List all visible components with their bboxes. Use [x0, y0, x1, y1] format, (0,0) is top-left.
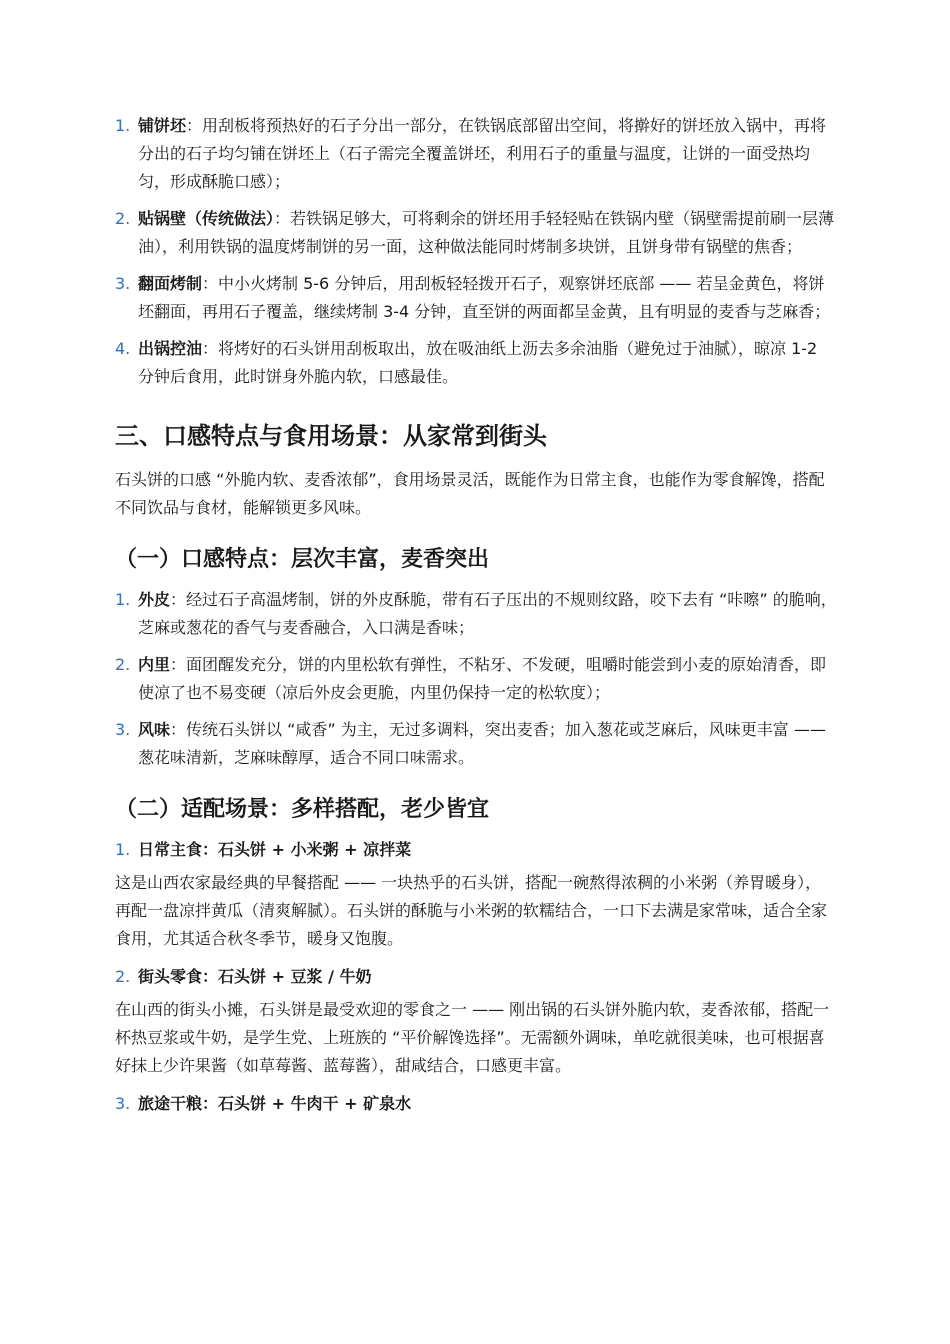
list-number: 1.: [115, 116, 131, 135]
item-text: ：用刮板将预热好的石子分出一部分，在铁锅底部留出空间，将擀好的饼坯放入锅中，再将分出的石子均匀铺在饼坯上（石子需完全覆盖饼坯，利用石子的重量与温度，让饼的一面受热均匀，形成酥脆口感）；: [138, 116, 827, 191]
item-text: ：中小火烤制 5-6 分钟后，用刮板轻轻拨开石子，观察饼坯底部 —— 若呈金黄色，将饼坯翻面，再用石子覆盖，继续烤制 3-4 分钟，直至饼的两面都呈金黄，且有明显的麦香与芝麻香；: [138, 274, 831, 321]
scene-heading: [115, 836, 837, 864]
item-text: ：传统石头饼以 “咸香” 为主，无过多调料，突出麦香；加入葱花或芝麻后，风味更丰富 —— 葱花味清新，芝麻味醇厚，适合不同口味需求。: [138, 720, 826, 767]
scene-title: 旅途干粮：石头饼 + 牛肉干 + 矿泉水: [138, 1094, 412, 1113]
item-label: 翻面烤制: [138, 274, 203, 293]
item-text: ：经过石子高温烤制，饼的外皮酥脆，带有石子压出的不规则纹路，咬下去有 “咔嚓” 的脆响，芝麻或葱花的香气与麦香融合，入口满是香味；: [138, 590, 837, 637]
list-item: [115, 270, 837, 326]
list-number: 1.: [115, 590, 131, 609]
scene-description: 在山西的街头小摊，石头饼是最受欢迎的零食之一 —— 刚出锅的石头饼外脆内软，麦香浓郁，搭配一杯热豆浆或牛奶，是学生党、上班族的 “平价解馋选择”。无需额外调味，单吃就很美味，也可根据喜好抹上少许果酱（如草莓酱、蓝莓酱），甜咸结合，口感更丰富。: [115, 1000, 830, 1075]
item-label: 铺饼坯: [138, 116, 187, 135]
section-intro: 石头饼的口感 “外脆内软、麦香浓郁”，食用场景灵活，既能作为日常主食，也能作为零食解馋，搭配不同饮品与食材，能解锁更多风味。: [115, 470, 825, 517]
item-label: 贴锅壁（传统做法）: [138, 209, 275, 228]
list-item: [115, 335, 837, 391]
item-label: 出锅控油: [138, 339, 203, 358]
list-item: [115, 586, 837, 642]
item-label: 外皮: [138, 590, 171, 609]
list-number: 3.: [115, 1094, 131, 1113]
item-text: ：面团醒发充分，饼的内里松软有弹性，不粘牙、不发硬，咀嚼时能尝到小麦的原始清香，即使凉了也不易变硬（凉后外皮会更脆，内里仍保持一定的松软度）；: [138, 655, 827, 702]
item-text: ：将烤好的石头饼用刮板取出，放在吸油纸上沥去多余油脂（避免过于油腻），晾凉 1-2 分钟后食用，此时饼身外脆内软，口感最佳。: [138, 339, 818, 386]
list-number: 1.: [115, 840, 131, 859]
list-number: 2.: [115, 967, 131, 986]
list-number: 3.: [115, 720, 131, 739]
section-heading: 三、口感特点与食用场景：从家常到街头: [115, 422, 547, 450]
list-number: 3.: [115, 274, 131, 293]
scene-heading: [115, 1090, 837, 1118]
scene-description: 这是山西农家最经典的早餐搭配 —— 一块热乎的石头饼，搭配一碗熬得浓稠的小米粥（养胃暖身），再配一盘凉拌黄瓜（清爽解腻）。石头饼的酥脆与小米粥的软糯结合，一口下去满是家常味，适合全家食用，尤其适合秋冬季节，暖身又饱腹。: [115, 873, 828, 948]
item-label: 内里: [138, 655, 171, 674]
scene-title: 日常主食：石头饼 + 小米粥 + 凉拌菜: [138, 840, 412, 859]
scene-title: 街头零食：石头饼 + 豆浆 / 牛奶: [138, 967, 372, 986]
item-label: 风味: [138, 720, 171, 739]
list-number: 4.: [115, 339, 131, 358]
subsection-heading: （一）口感特点：层次丰富，麦香突出: [115, 547, 490, 572]
subsection-heading: （二）适配场景：多样搭配，老少皆宜: [115, 797, 490, 822]
list-item: [115, 112, 837, 196]
list-number: 2.: [115, 655, 131, 674]
list-item: [115, 205, 837, 261]
scene-heading: [115, 963, 837, 991]
list-number: 2.: [115, 209, 131, 228]
item-text: ：若铁锅足够大，可将剩余的饼坯用手轻轻贴在铁锅内壁（锅壁需提前刷一层薄油），利用铁锅的温度烤制饼的另一面，这种做法能同时烤制多块饼，且饼身带有锅壁的焦香；: [138, 209, 835, 256]
list-item: [115, 651, 837, 707]
list-item: [115, 716, 837, 772]
document-page: [115, 112, 837, 1123]
